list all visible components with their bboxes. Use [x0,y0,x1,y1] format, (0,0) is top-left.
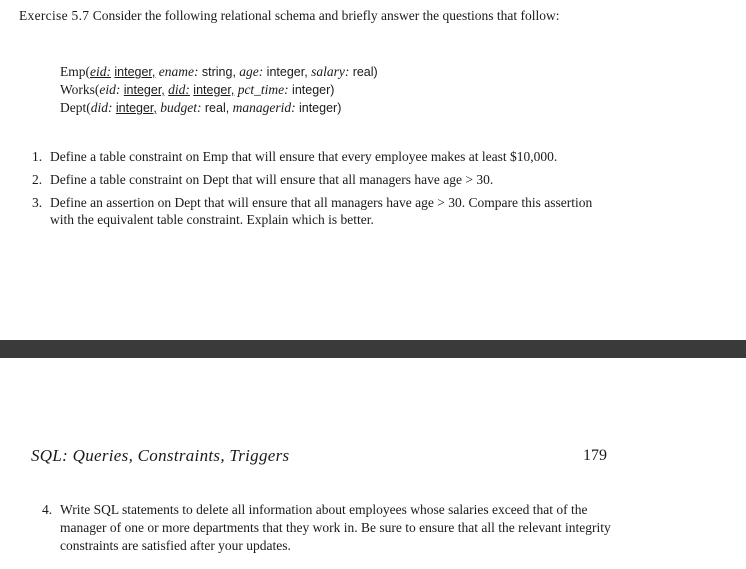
question-number: 1. [32,149,43,164]
question-text: Define a table constraint on Emp that will ensure that every employee makes at least $10,000. [50,149,558,164]
question-number: 3. [32,195,43,210]
relation-name: Dept( [60,100,91,115]
attribute-type: integer) [292,83,335,97]
attribute-name: salary: [311,64,350,79]
page-bottom-section [0,358,746,569]
attribute-name: eid: [99,82,121,97]
list-item [32,194,602,228]
page-divider-bar [0,340,746,358]
page-number: 179 [583,447,607,464]
attribute-name: ename: [158,64,199,79]
list-item [42,501,612,555]
attribute-type: integer, [123,83,165,97]
attribute-name: age: [239,64,264,79]
question-list [32,148,602,234]
attribute-type: integer, [193,83,235,97]
attribute-name: did: [90,100,113,115]
running-head: SQL: Queries, Constraints, Triggers [31,446,290,465]
attribute-name: budget: [160,100,202,115]
attribute-name: managerid: [232,100,296,115]
schema-emp [60,63,378,81]
attribute-name: pct_time: [237,82,289,97]
exercise-text: Consider the following relational schema and briefly answer the questions that follow: [92,8,560,23]
relation-name: Emp( [60,64,90,79]
question-number: 2. [32,172,43,187]
attribute-type: integer, [114,65,156,79]
question-text: Define a table constraint on Dept that will ensure that all managers have age > 30. [50,172,494,187]
relation-name: Works( [60,82,100,97]
attribute-type: string, [201,65,236,79]
attribute-type: integer, [115,101,157,115]
key-attribute: did: [168,82,190,97]
schema-works [60,81,378,99]
exercise-intro [19,7,609,25]
key-attribute: eid: [90,64,111,79]
attribute-type: real, [204,101,230,115]
attribute-type: integer) [298,101,342,115]
schema-dept [60,99,378,117]
attribute-type: integer, [266,65,308,79]
exercise-label: Exercise 5.7 [19,8,90,23]
relational-schema [60,63,378,117]
question-text: Write SQL statements to delete all information about employees whose salaries exceed that of the manager of one or more departments that they work in. Be sure to ensure that all the relevant integrity constraints are satisfied after your updates. [60,502,611,553]
question-text: Define an assertion on Dept that will ensure that all managers have age > 30. Compare this assertion with the equivalent table constraint. Explain which is better. [50,195,593,227]
list-item [32,148,602,165]
question-number: 4. [42,502,53,517]
attribute-type: real) [352,65,378,79]
list-item [32,171,602,188]
